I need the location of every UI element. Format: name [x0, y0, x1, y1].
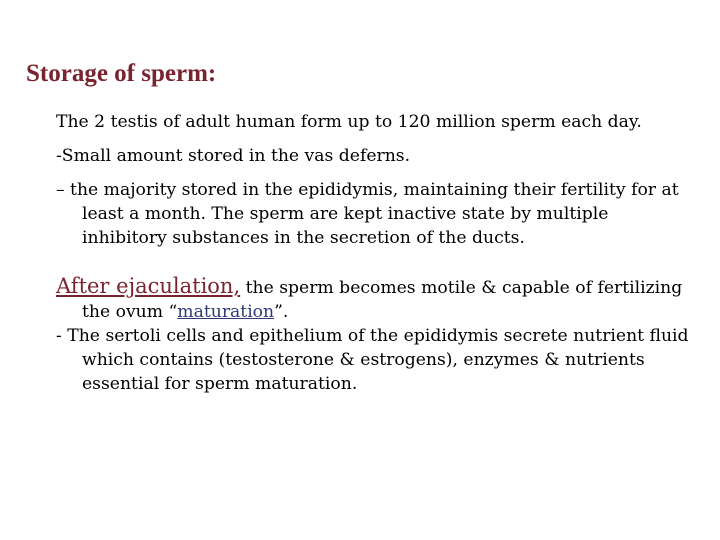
paragraph-sperm-production: The 2 testis of adult human form up to 120 million sperm each day. — [56, 112, 642, 132]
after-ejaculation-lead: After ejaculation, — [56, 274, 241, 298]
paragraph-vas-deferens: -Small amount stored in the vas deferns. — [56, 146, 411, 166]
slide-title: Storage of sperm: — [26, 60, 217, 87]
after-ejaculation-end: ”. — [274, 302, 289, 322]
paragraph-sertoli-cells: - The sertoli cells and epithelium of the epididymis secrete nutrient fluid which contains (testosterone & estrogens), enzymes & nutrients essential for sperm maturation. — [56, 326, 689, 394]
paragraph-after-ejaculation — [56, 274, 696, 324]
after-ejaculation-text: the sperm becomes motile & capable of fertilizing the ovum “ — [82, 278, 683, 322]
slide-body — [56, 110, 696, 396]
maturation-term: maturation — [177, 302, 275, 322]
paragraph-epididymis-storage: – the majority stored in the epididymis, maintaining their fertility for at least a month. The sperm are kept inactive state by multiple inhibitory substances in the secretion of the ducts. — [56, 180, 679, 248]
